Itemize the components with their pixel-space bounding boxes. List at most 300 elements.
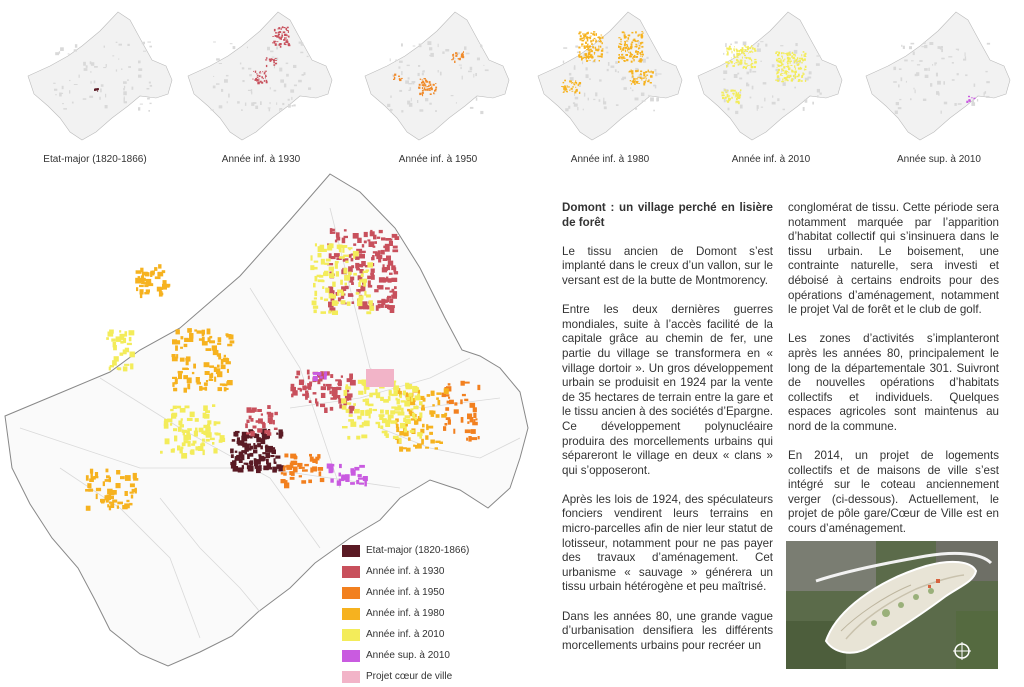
thumbnail-parcel: [743, 53, 745, 55]
urban-parcel: [204, 362, 210, 367]
thumbnail-parcel: [802, 75, 804, 76]
urban-parcel: [417, 443, 422, 448]
urban-parcel: [462, 394, 466, 396]
urban-parcel: [170, 423, 172, 426]
urban-parcel: [232, 439, 236, 442]
urban-parcel: [291, 394, 293, 398]
urban-parcel: [125, 475, 131, 481]
thumbnail-parcel-background: [101, 84, 104, 87]
thumbnail-parcel: [733, 48, 734, 51]
thumbnail-parcel: [641, 31, 643, 32]
thumbnail-parcel: [751, 46, 752, 48]
urban-parcel: [309, 400, 312, 403]
urban-parcel: [136, 287, 138, 291]
thumbnail-parcel-background: [211, 109, 214, 110]
urban-parcel: [206, 439, 210, 442]
urban-parcel: [367, 239, 370, 241]
map-legend: [342, 540, 542, 687]
urban-parcel: [183, 375, 188, 379]
thumbnail-parcel: [747, 46, 749, 48]
thumbnail-parcel-background: [288, 104, 291, 108]
thumbnail-parcel: [777, 54, 779, 56]
thumbnail-parcel: [272, 42, 274, 43]
urban-parcel: [404, 401, 410, 407]
thumbnail-parcel-background: [216, 83, 220, 85]
thumbnail-parcel-background: [934, 62, 937, 64]
thumbnail-parcel-background: [430, 53, 434, 57]
thumbnail-parcel: [804, 55, 806, 57]
thumbnail-parcel-background: [923, 99, 926, 101]
thumbnail-parcel: [790, 65, 792, 66]
thumbnail-parcel-background: [124, 96, 125, 99]
urban-parcel: [348, 247, 353, 249]
urban-parcel: [107, 495, 112, 500]
thumbnail-parcel: [634, 55, 636, 58]
urban-parcel: [404, 429, 407, 432]
urban-parcel: [431, 414, 435, 417]
thumbnail-parcel: [639, 47, 640, 49]
urban-parcel: [268, 446, 273, 448]
urban-parcel: [337, 290, 343, 293]
thumbnail-parcel-background: [119, 44, 123, 46]
thumbnail-parcel-background: [127, 44, 129, 46]
urban-parcel: [313, 392, 317, 394]
thumbnail-parcel: [749, 51, 751, 53]
urban-parcel: [209, 340, 215, 343]
thumbnail-parcel: [595, 33, 597, 36]
thumbnail-parcel-background: [898, 107, 902, 109]
thumbnail-parcel: [641, 60, 643, 61]
urban-parcel: [361, 435, 367, 439]
thumbnail-parcel-background: [390, 96, 391, 98]
thumbnail-parcel-background: [105, 94, 106, 98]
thumbnail-parcel: [621, 54, 623, 56]
thumbnail-parcel: [788, 72, 789, 73]
thumbnail-parcel: [565, 89, 568, 90]
thumbnail-parcel: [642, 78, 644, 79]
thumbnail-parcel: [642, 56, 643, 57]
thumbnail-parcel: [781, 56, 783, 57]
urban-parcel: [370, 306, 375, 311]
thumbnail-parcel: [639, 46, 641, 47]
thumbnail-parcel: [635, 31, 637, 33]
thumbnail-parcel: [580, 38, 582, 40]
thumbnail-parcel-background: [765, 44, 767, 47]
urban-parcel: [90, 469, 93, 474]
thumbnail-parcel-background: [608, 62, 610, 66]
thumbnail-parcel-background: [219, 63, 222, 64]
urban-parcel: [315, 243, 317, 246]
thumbnail-parcel: [255, 78, 257, 81]
thumbnail-parcel-background: [579, 85, 581, 87]
urban-parcel: [283, 472, 287, 475]
urban-parcel: [417, 432, 420, 436]
legend-item: [342, 666, 542, 687]
thumbnail-parcel: [572, 82, 573, 83]
thumbnail-parcel: [640, 78, 642, 79]
urban-parcel: [324, 263, 329, 265]
thumbnail-parcel: [455, 53, 458, 54]
thumbnail-parcel-background: [468, 71, 472, 73]
urban-parcel: [247, 465, 252, 469]
thumbnail-parcel: [632, 75, 634, 76]
thumbnail-parcel-background: [476, 97, 478, 100]
urban-parcel: [436, 397, 439, 400]
thumbnail-parcel: [642, 54, 644, 56]
urban-parcel: [382, 267, 387, 272]
thumbnail-parcel-background: [606, 52, 608, 54]
thumbnail-parcel-background: [407, 65, 410, 66]
thumbnail-parcel: [288, 45, 291, 47]
thumbnail-parcel: [805, 53, 807, 55]
thumbnail-parcel-background: [739, 91, 741, 94]
thumbnail-parcel: [784, 77, 787, 79]
thumbnail-parcel-background: [74, 84, 78, 85]
urban-parcel: [322, 280, 325, 282]
thumbnail-parcel: [777, 80, 779, 81]
thumbnail-parcel-background: [408, 90, 410, 91]
thumbnail-parcel: [754, 48, 756, 50]
urban-parcel: [356, 292, 360, 295]
thumbnail-parcel-background: [740, 105, 743, 109]
thumbnail-parcel-background: [282, 103, 284, 105]
thumbnail-boundary: [538, 12, 682, 140]
thumbnail-parcel: [644, 81, 646, 84]
urban-parcel: [394, 286, 397, 289]
urban-parcel: [161, 293, 164, 296]
thumbnail-parcel-background: [485, 69, 489, 71]
thumbnail-parcel: [755, 61, 757, 63]
thumbnail-parcel: [742, 57, 743, 59]
urban-parcel: [313, 372, 318, 375]
urban-parcel: [180, 347, 183, 349]
thumbnail-parcel-background: [938, 46, 941, 49]
urban-parcel: [283, 465, 286, 467]
urban-parcel: [461, 417, 464, 423]
thumbnail-parcel-background: [757, 109, 758, 111]
thumbnail-parcel: [628, 37, 630, 40]
thumbnail-parcel: [275, 43, 277, 46]
thumbnail-parcel-background: [424, 70, 425, 72]
thumbnail-parcel: [796, 62, 798, 63]
thumbnail-parcel: [430, 93, 432, 95]
thumbnail-parcel: [255, 71, 256, 73]
urban-parcel: [399, 431, 403, 436]
thumbnail-parcel: [736, 101, 737, 104]
urban-parcel: [376, 422, 380, 424]
urban-parcel: [273, 420, 275, 425]
thumbnail-parcel: [286, 28, 288, 30]
thumbnail-parcel: [429, 90, 431, 91]
urban-parcel: [175, 340, 181, 344]
thumbnail-parcel-background: [809, 71, 812, 74]
thumbnail-parcel-background: [91, 62, 94, 66]
urban-parcel: [332, 269, 334, 275]
urban-parcel: [203, 405, 208, 411]
thumbnail-parcel-background: [112, 55, 114, 56]
urban-parcel: [343, 255, 349, 257]
thumbnail-parcel: [748, 53, 749, 54]
urban-parcel: [197, 330, 202, 333]
thumbnail-parcel-background: [937, 81, 941, 85]
thumbnail-parcel: [731, 58, 732, 59]
urban-parcel: [329, 391, 331, 394]
thumbnail-parcel: [587, 48, 589, 50]
thumbnail-label: Année sup. à 2010: [897, 154, 981, 165]
thumbnail-parcel: [602, 42, 603, 44]
urban-parcel: [379, 230, 383, 233]
urban-parcel: [471, 429, 476, 434]
thumbnail-parcel-background: [739, 78, 742, 80]
thumbnail-parcel-background: [643, 59, 646, 63]
urban-parcel: [247, 454, 250, 460]
urban-parcel: [362, 244, 364, 247]
thumbnail-parcel-background: [941, 111, 942, 114]
thumbnail-parcel: [270, 60, 271, 61]
urban-parcel: [354, 409, 360, 414]
urban-parcel: [109, 367, 111, 371]
thumbnail-parcel-background: [118, 59, 119, 60]
urban-parcel: [426, 428, 429, 431]
thumbnail-parcel: [421, 93, 422, 95]
urban-parcel: [318, 246, 324, 252]
thumbnail-parcel-background: [589, 78, 591, 79]
urban-parcel: [129, 503, 132, 506]
thumbnail-parcel: [631, 32, 633, 34]
urban-parcel: [218, 387, 223, 391]
thumbnail-parcel-background: [280, 79, 284, 82]
urban-parcel: [296, 371, 300, 376]
urban-parcel: [454, 402, 457, 405]
thumbnail-parcel: [801, 80, 803, 82]
urban-parcel: [346, 384, 349, 389]
thumbnail-parcel-background: [237, 101, 240, 103]
thumbnail-parcel-background: [248, 68, 251, 70]
urban-parcel: [281, 472, 284, 474]
urban-parcel: [390, 239, 393, 241]
legend-label: Projet cœur de ville: [366, 671, 453, 682]
thumbnail-parcel: [637, 77, 639, 78]
thumbnail-parcel-background: [595, 92, 597, 96]
urban-parcel: [473, 413, 476, 418]
urban-parcel: [446, 417, 451, 420]
legend-item: [342, 624, 542, 645]
thumbnail-parcel-background: [911, 43, 915, 45]
thumbnail-map-1980: [530, 6, 690, 146]
urban-parcel: [315, 398, 317, 403]
thumbnail-parcel: [752, 48, 753, 49]
urban-parcel: [358, 474, 362, 477]
urban-parcel: [351, 282, 354, 285]
urban-parcel: [171, 414, 176, 419]
urban-parcel: [321, 311, 327, 314]
urban-parcel: [121, 335, 124, 340]
thumbnail-parcel: [636, 41, 637, 42]
urban-parcel: [435, 447, 438, 449]
urban-parcel: [304, 464, 309, 466]
urban-parcel: [173, 388, 177, 392]
thumbnail-parcel-background: [956, 49, 959, 50]
thumbnail-parcel: [801, 77, 803, 78]
thumbnail-parcel-background: [917, 64, 920, 65]
urban-parcel: [199, 428, 204, 433]
urban-parcel: [133, 473, 137, 479]
urban-parcel: [473, 419, 475, 422]
urban-parcel: [257, 443, 261, 447]
thumbnail-parcel: [624, 41, 626, 43]
thumbnail-parcel: [428, 88, 430, 90]
urban-parcel: [188, 441, 191, 447]
urban-parcel: [212, 404, 215, 407]
urban-parcel: [314, 261, 319, 263]
thumbnail-parcel: [797, 64, 799, 66]
urban-parcel: [107, 489, 113, 495]
urban-parcel: [400, 395, 402, 399]
urban-parcel: [174, 436, 177, 442]
thumbnail-parcel-background: [655, 69, 657, 72]
thumbnail-parcel-background: [59, 93, 62, 97]
urban-parcel: [313, 283, 316, 288]
urban-parcel: [364, 421, 370, 427]
thumbnail-parcel: [590, 36, 592, 37]
thumbnail-parcel: [582, 38, 584, 40]
thumbnail-parcel: [425, 84, 426, 86]
urban-parcel: [321, 259, 325, 265]
thumbnail-parcel-background: [123, 88, 125, 90]
thumbnail-parcel-background: [948, 56, 952, 57]
thumbnail-parcel-background: [746, 83, 748, 87]
thumbnail-parcel-background: [985, 71, 987, 72]
urban-parcel: [423, 398, 426, 402]
urban-parcel: [418, 390, 420, 394]
urban-parcel: [332, 282, 336, 287]
thumbnail-parcel: [737, 62, 738, 64]
urban-parcel: [403, 418, 406, 422]
urban-parcel: [245, 423, 248, 428]
urban-parcel: [396, 398, 398, 401]
urban-parcel: [130, 363, 133, 369]
urban-parcel: [336, 271, 339, 276]
urban-parcel: [369, 300, 373, 305]
thumbnail-parcel-background: [483, 65, 484, 66]
thumbnail-parcel: [786, 72, 788, 75]
thumbnail-parcel: [639, 52, 641, 54]
thumbnail-parcel-background: [72, 102, 74, 104]
thumbnail-parcel: [285, 40, 287, 41]
thumbnail-parcel: [780, 74, 782, 76]
urban-parcel: [299, 465, 301, 469]
urban-parcel: [209, 336, 212, 339]
urban-parcel: [341, 375, 343, 377]
urban-parcel: [354, 467, 359, 471]
thumbnail-parcel-background: [390, 109, 392, 113]
thumbnail-parcel: [599, 60, 600, 62]
thumbnail-parcel-background: [62, 103, 64, 104]
thumbnail-parcel-background: [62, 86, 64, 89]
thumbnail-parcel-background: [299, 42, 303, 44]
article-paragraph: Le tissu ancien de Domont s’est implanté dans le creux d’un vallon, sur le versant est de la butte de Montmorency.: [562, 244, 773, 287]
urban-parcel: [119, 330, 121, 332]
urban-parcel: [328, 310, 331, 313]
urban-parcel: [403, 391, 406, 396]
urban-parcel: [209, 374, 212, 379]
thumbnail-parcel-background: [574, 67, 576, 70]
thumbnail-parcel: [646, 75, 648, 76]
urban-parcel: [154, 267, 157, 271]
thumbnail-parcel: [651, 71, 652, 73]
urban-parcel: [350, 422, 356, 427]
legend-swatch: [342, 671, 360, 683]
thumbnail-parcel-background: [429, 103, 432, 105]
thumbnail-parcel: [738, 61, 740, 62]
thumbnail-parcel-background: [642, 100, 646, 101]
thumbnail-parcel: [650, 75, 653, 78]
thumbnail-parcel: [569, 90, 570, 91]
thumbnail-parcel: [754, 66, 756, 68]
urban-parcel: [339, 464, 342, 468]
urban-parcel: [344, 390, 348, 396]
urban-parcel: [347, 302, 351, 306]
urban-parcel: [332, 300, 338, 306]
urban-parcel: [120, 476, 125, 479]
urban-parcel: [445, 394, 449, 396]
thumbnail-parcel-background: [213, 76, 214, 77]
thumbnail-parcel-background: [761, 107, 763, 108]
thumbnail-parcel-background: [750, 97, 752, 99]
thumbnail-parcel-background: [757, 45, 759, 47]
thumbnail-parcel: [777, 75, 780, 78]
urban-parcel: [417, 394, 420, 397]
urban-parcel: [343, 257, 345, 259]
urban-parcel: [246, 420, 249, 423]
urban-parcel: [202, 337, 205, 342]
thumbnail-parcel: [588, 53, 589, 55]
thumbnail-parcel-background: [294, 85, 297, 87]
thumbnail-parcel: [593, 31, 595, 32]
thumbnail-parcel-background: [938, 93, 939, 96]
thumbnail-parcel: [635, 70, 637, 72]
urban-parcel: [348, 272, 352, 275]
urban-parcel: [177, 406, 181, 409]
thumbnail-parcel-background: [615, 69, 617, 72]
thumbnail-parcel: [968, 99, 970, 101]
thumbnail-parcel-background: [624, 87, 627, 90]
thumbnail-parcel-background: [783, 82, 786, 86]
thumbnail-parcel-background: [480, 45, 482, 48]
thumbnail-parcel: [274, 29, 276, 32]
thumbnail-parcel: [795, 68, 796, 70]
thumbnail-parcel: [435, 83, 436, 84]
thumbnail-parcel-background: [300, 52, 303, 54]
thumbnail-parcel: [275, 58, 277, 59]
thumbnail-parcel: [278, 27, 280, 29]
urban-parcel: [409, 393, 413, 397]
thumbnail-parcel-background: [730, 44, 732, 45]
thumbnail-parcel-background: [123, 81, 127, 84]
thumbnail-parcel-background: [387, 104, 390, 107]
urban-parcel: [214, 421, 217, 426]
urban-parcel: [371, 269, 375, 273]
urban-parcel: [187, 428, 192, 431]
legend-label: Année sup. à 2010: [366, 650, 450, 661]
thumbnail-parcel: [640, 54, 641, 55]
thumbnail-parcel-background: [772, 64, 775, 67]
thumbnail-parcel: [578, 84, 579, 87]
urban-parcel: [194, 329, 197, 331]
urban-parcel: [247, 407, 252, 413]
thumbnail-parcel-background: [435, 110, 437, 112]
thumbnail-parcel: [581, 44, 582, 45]
